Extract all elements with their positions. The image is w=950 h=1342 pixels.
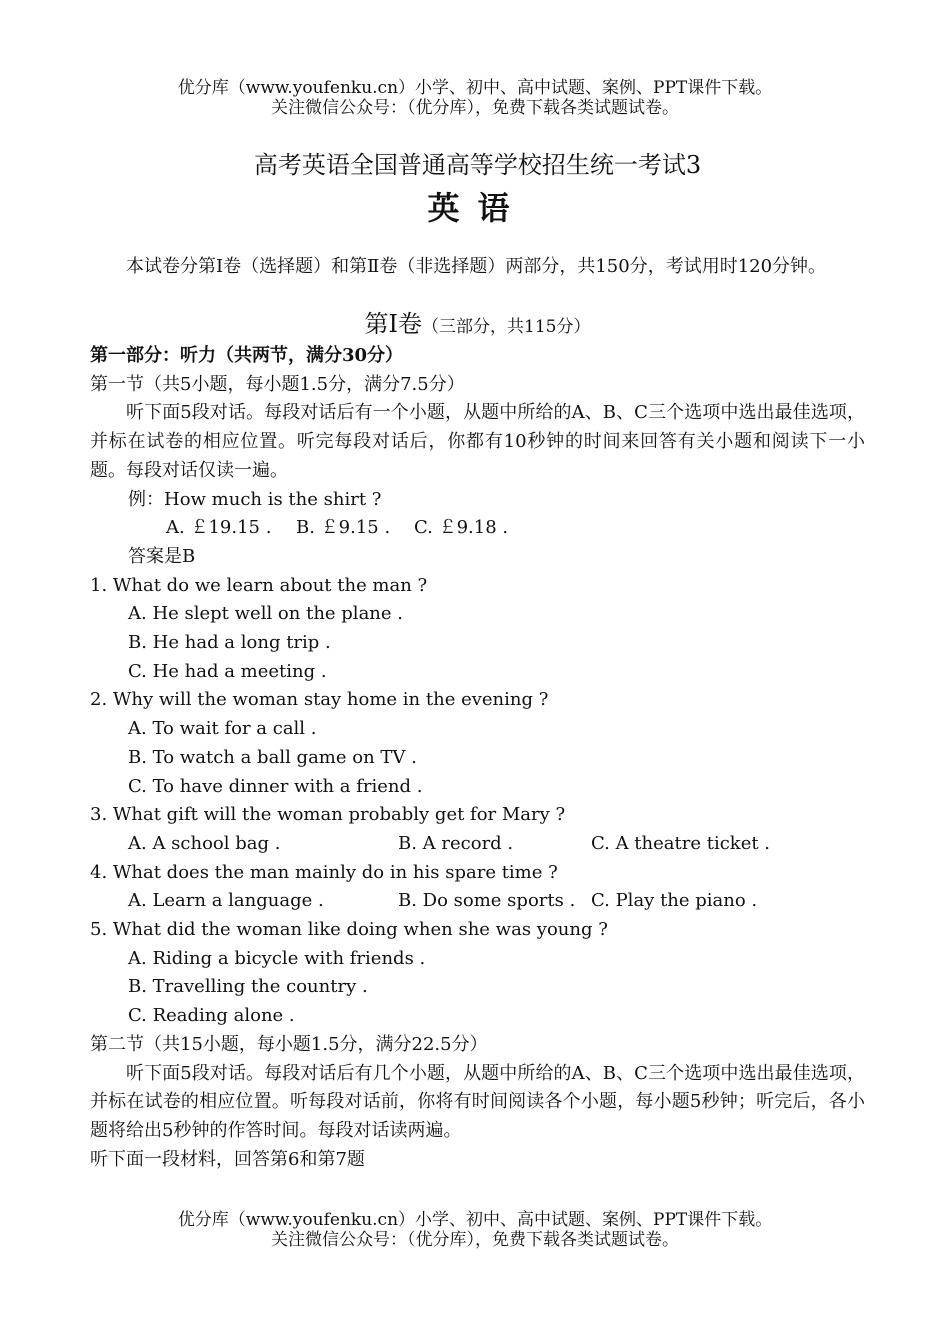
question-option: C. Play the piano . <box>591 890 758 912</box>
question-option: B. To watch a ball game on TV . <box>128 746 417 768</box>
question-stem: 3. What gift will the woman probably get for Mary ? <box>90 804 566 826</box>
section2-heading: 第二节（共15小题，每小题1.5分，满分22.5分） <box>90 1033 488 1055</box>
question-option: C. Reading alone . <box>128 1005 295 1027</box>
page-header <box>0 78 950 118</box>
question-option: C. To have dinner with a friend . <box>128 775 423 797</box>
section1-instructions: 听下面5段对话。每段对话后有一个小题，从题中所给的A、B、C三个选项中选出最佳选项，并标在试卷的相应位置。听完每段对话后，你都有10秒钟的时间来回答有关小题和阅读下一小题。每段对话仅读一遍。 <box>90 402 865 481</box>
question-stem: 1. What do we learn about the man ? <box>90 574 428 596</box>
question-stem: 5. What did the woman like doing when she was young ? <box>90 919 608 941</box>
exam-page <box>90 128 865 1174</box>
example-answer: 答案是B <box>128 545 196 567</box>
volume-note: （三部分，共115分） <box>422 317 591 337</box>
question-option: B. Travelling the country . <box>128 976 368 998</box>
section1-heading: 第一节（共5小题，每小题1.5分，满分7.5分） <box>90 373 465 395</box>
header-line-1: 优分库（www.youfenku.cn）小学、初中、高中试题、案例、PPT课件下载。 <box>177 78 773 98</box>
question-option: C. He had a meeting . <box>128 660 327 682</box>
question-option: B. Do some sports . <box>398 890 576 912</box>
exam-subject: 英语 <box>427 189 528 227</box>
question-option: A. He slept well on the plane . <box>128 603 403 625</box>
header-line-2: 关注微信公众号：（优分库），免费下载各类试题试卷。 <box>271 98 679 118</box>
exam-title: 高考英语全国普通高等学校招生统一考试3 <box>253 151 702 179</box>
question-option: B. He had a long trip . <box>128 632 331 654</box>
example-option-c: C. ￡9.18 . <box>414 517 509 539</box>
example-option-a: A. ￡19.15 . <box>166 517 272 539</box>
exam-intro: 本试卷分第Ⅰ卷（选择题）和第Ⅱ卷（非选择题）两部分，共150分，考试用时120分钟。 <box>126 256 827 277</box>
footer-line-2: 关注微信公众号：（优分库），免费下载各类试题试卷。 <box>271 1230 679 1250</box>
question-stem: 4. What does the man mainly do in his spare time ? <box>90 861 558 883</box>
volume-name: 第Ⅰ卷 <box>364 310 423 338</box>
question-stem: 2. Why will the woman stay home in the evening ? <box>90 689 549 711</box>
example-options <box>90 514 865 543</box>
footer-line-1: 优分库（www.youfenku.cn）小学、初中、高中试题、案例、PPT课件下载。 <box>177 1210 773 1230</box>
example-question: 例：How much is the shirt ? <box>128 488 382 510</box>
part1-heading: 第一部分：听力（共两节，满分30分） <box>90 345 404 366</box>
question-options-row <box>90 887 865 916</box>
question-option: A. A school bag . <box>128 832 281 854</box>
page-footer <box>0 1210 950 1250</box>
example-option-b: B. ￡9.15 . <box>296 517 391 539</box>
question-option: B. A record . <box>398 832 514 854</box>
volume-heading <box>90 309 865 342</box>
section2-lead: 听下面一段材料，回答第6和第7题 <box>90 1148 365 1170</box>
section2-instructions: 听下面5段对话。每段对话后有几个小题，从题中所给的A、B、C三个选项中选出最佳选项，并标在试卷的相应位置。听每段对话前，你将有时间阅读各个小题，每小题5秒钟；听完后，各小题将给出5秒钟的作答时间。每段对话读两遍。 <box>90 1062 865 1141</box>
question-option: A. Riding a bicycle with friends . <box>128 947 426 969</box>
question-options-row <box>90 830 865 859</box>
question-option: A. To wait for a call . <box>128 718 317 740</box>
question-option: A. Learn a language . <box>128 890 324 912</box>
question-option: C. A theatre ticket . <box>591 832 771 854</box>
